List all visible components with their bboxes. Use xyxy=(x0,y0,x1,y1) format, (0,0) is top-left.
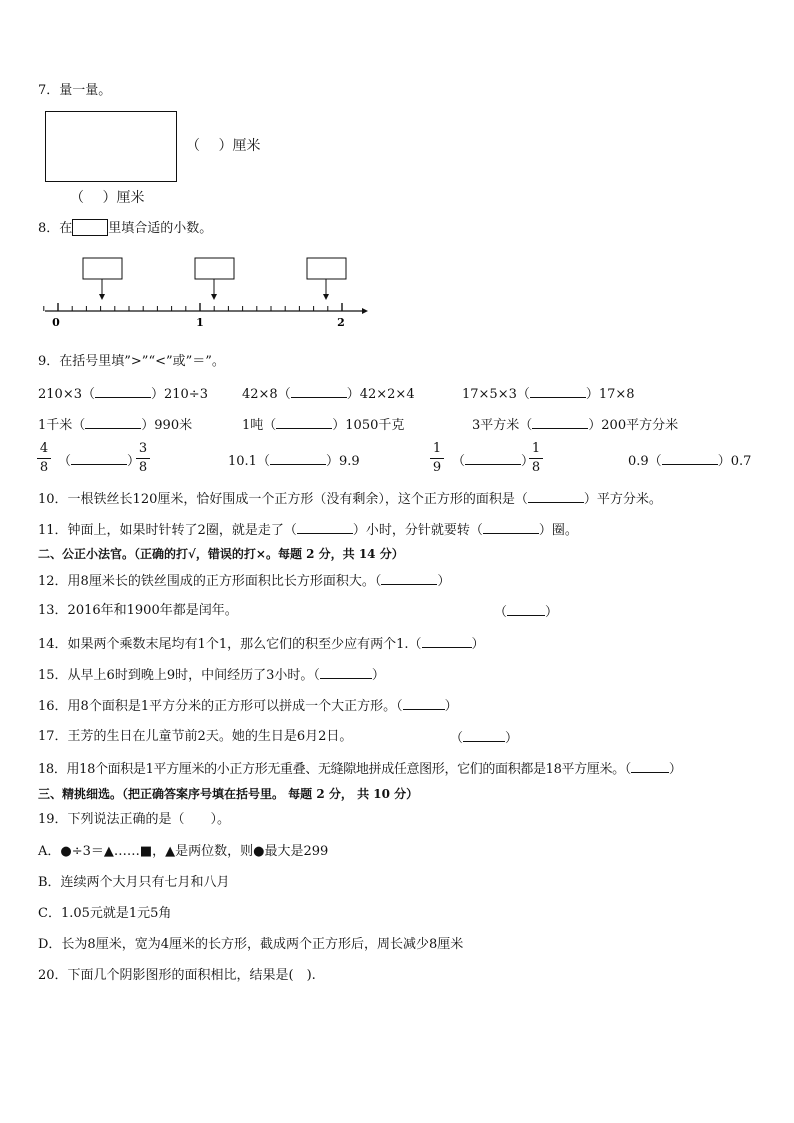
blank[interactable] xyxy=(463,729,505,742)
section3-title: 三、精挑细选。（把正确答案序号填在括号里。 每题 2 分， 共 10 分） xyxy=(38,787,419,801)
q9-r1c2 xyxy=(242,385,415,403)
blank[interactable] xyxy=(422,635,472,648)
q9-r2c1 xyxy=(38,416,192,434)
paren-close: ） xyxy=(444,699,458,714)
denominator: 8 xyxy=(39,460,49,475)
judge-14 xyxy=(38,635,485,653)
paren-close: ） xyxy=(668,762,682,777)
fraction-bar xyxy=(37,458,51,459)
numerator: 1 xyxy=(531,441,541,456)
q19-option-b[interactable]: B．连续两个大月只有七月和八月 xyxy=(38,875,230,890)
q19-option-c[interactable]: C．1.05元就是1元5角 xyxy=(38,906,172,921)
paren-close: ） xyxy=(471,637,485,652)
q9-r2c2-left: 1吨（ xyxy=(242,418,277,433)
q10-text: 10．一根铁丝长120厘米，恰好围成一个正方形（没有剩余），这个正方形的面积是（ xyxy=(38,492,528,507)
blank[interactable] xyxy=(297,521,353,534)
judge-17-answer xyxy=(450,729,518,747)
q11-mid: ）小时，分针就要转（ xyxy=(352,523,483,538)
numerator: 4 xyxy=(39,441,49,456)
q7-title: 7．量一量。 xyxy=(38,83,112,98)
q9-r2c3 xyxy=(472,416,678,434)
q9-r3c4-right: ）0.7 xyxy=(717,454,752,469)
q8-inline-box xyxy=(72,219,108,236)
answer-box-2[interactable] xyxy=(195,258,234,279)
q9-title: 9．在括号里填”>”“<”或”＝”。 xyxy=(38,354,225,369)
blank[interactable] xyxy=(631,760,669,773)
judge-18-text: 18．用18个面积是1平方厘米的小正方形无重叠、无缝隙地拼成任意图形，它们的面积都是18平方厘米。（ xyxy=(38,762,631,777)
blank[interactable] xyxy=(95,385,151,398)
fraction-1-9 xyxy=(430,441,444,476)
blank[interactable] xyxy=(662,452,718,465)
q9-r1c1-right: ）210÷3 xyxy=(150,387,208,402)
fraction-3-8 xyxy=(136,441,150,476)
q9-r3c2-right: ）9.9 xyxy=(325,454,360,469)
q19-option-d[interactable]: D．长为8厘米，宽为4厘米的长方形，截成两个正方形后，周长减少8厘米 xyxy=(38,937,464,952)
q9-r2c1-left: 1千米（ xyxy=(38,418,86,433)
numerator: 3 xyxy=(138,441,148,456)
judge-16-text: 16．用8个面积是1平方分米的正方形可以拼成一个大正方形。（ xyxy=(38,699,403,714)
q9-r1c1-left: 210×3（ xyxy=(38,387,95,402)
paren-close: ） xyxy=(127,454,141,469)
judge-14-text: 14．如果两个乘数末尾均有1个1，那么它们的积至少应有两个1.（ xyxy=(38,637,422,652)
judge-15 xyxy=(38,666,385,684)
q11 xyxy=(38,521,578,539)
judge-17-text: 17．王芳的生日在儿童节前2天。她的生日是6月2日。 xyxy=(38,729,353,744)
q9-r1c1 xyxy=(38,385,208,403)
blank[interactable] xyxy=(276,416,332,429)
axis-label-1: 1 xyxy=(196,316,204,329)
paren-open: （ xyxy=(450,731,464,746)
judge-13-answer xyxy=(494,603,558,621)
blank[interactable] xyxy=(270,452,326,465)
q9-r1c3 xyxy=(462,385,635,403)
paren-close: ） xyxy=(545,605,559,620)
judge-18 xyxy=(38,760,682,778)
number-line xyxy=(0,250,794,330)
blank[interactable] xyxy=(465,452,521,465)
q9-r1c3-left: 17×5×3（ xyxy=(462,387,530,402)
q9-r3c3-blank xyxy=(452,452,534,470)
blank[interactable] xyxy=(532,416,588,429)
denominator: 9 xyxy=(432,460,442,475)
blank[interactable] xyxy=(381,572,437,585)
blank[interactable] xyxy=(507,603,545,616)
judge-17 xyxy=(38,729,352,745)
q9-r2c3-left: 3平方米（ xyxy=(472,418,533,433)
blank[interactable] xyxy=(528,490,584,503)
axis-label-2: 2 xyxy=(337,316,345,329)
denominator: 8 xyxy=(138,460,148,475)
blank[interactable] xyxy=(71,452,127,465)
judge-13 xyxy=(38,603,238,619)
q7-bottom-answer[interactable]: （ ）厘米 xyxy=(70,190,145,206)
fraction-4-8 xyxy=(37,441,51,476)
fraction-1-8 xyxy=(529,441,543,476)
pointer-arrowhead-1 xyxy=(99,294,105,300)
axis-arrow xyxy=(362,308,368,314)
q9-r2c3-right: ）200平方分米 xyxy=(588,418,679,433)
number-line-ticks xyxy=(44,303,342,311)
fraction-bar xyxy=(136,458,150,459)
fraction-bar xyxy=(529,458,543,459)
q9-r3c2 xyxy=(228,452,360,470)
axis-label-0: 0 xyxy=(52,316,60,329)
q8-title xyxy=(38,219,212,237)
pointer-arrowhead-2 xyxy=(211,294,217,300)
q19-title: 19．下列说法正确的是（ ）。 xyxy=(38,812,231,827)
section2-title: 二、公正小法官。（正确的打√，错误的打×。每题 2 分，共 14 分） xyxy=(38,547,404,561)
judge-15-text: 15．从早上6时到晚上9时，中间经历了3小时。（ xyxy=(38,668,320,683)
paren-close: ） xyxy=(371,668,385,683)
q19-option-a[interactable]: A．●÷3＝▲……■，▲是两位数，则●最大是299 xyxy=(38,844,329,859)
pointer-arrowhead-3 xyxy=(323,294,329,300)
paren-open: （ xyxy=(58,454,72,469)
blank[interactable] xyxy=(530,385,586,398)
judge-12 xyxy=(38,572,450,590)
denominator: 8 xyxy=(531,460,541,475)
q20-title: 20．下面几个阴影图形的面积相比，结果是( ). xyxy=(38,968,316,983)
blank[interactable] xyxy=(403,697,445,710)
fraction-bar xyxy=(430,458,444,459)
q9-r2c1-right: ）990米 xyxy=(141,418,193,433)
judge-13-text: 13．2016年和1900年都是闰年。 xyxy=(38,603,238,618)
q9-r1c2-left: 42×8（ xyxy=(242,387,291,402)
q11-text: 11．钟面上，如果时针转了2圈，就是走了（ xyxy=(38,523,297,538)
q9-r2c2-right: ）1050千克 xyxy=(332,418,405,433)
q9-r2c2 xyxy=(242,416,404,434)
q7-right-answer[interactable]: （ ）厘米 xyxy=(186,138,261,154)
q11-tail: ）圈。 xyxy=(538,523,578,538)
q9-r3c4-left: 0.9（ xyxy=(628,454,662,469)
q10-tail: ）平方分米。 xyxy=(583,492,662,507)
q9-r3c2-left: 10.1（ xyxy=(228,454,270,469)
q9-r3c1-blank xyxy=(58,452,140,470)
blank[interactable] xyxy=(291,385,347,398)
judge-16 xyxy=(38,697,458,715)
blank[interactable] xyxy=(85,416,141,429)
paren-open: （ xyxy=(494,605,508,620)
blank[interactable] xyxy=(320,666,372,679)
paren-open: （ xyxy=(452,454,466,469)
q8-title-after: 里填合适的小数。 xyxy=(108,221,213,236)
paren-close: ） xyxy=(437,574,451,589)
q9-r3c4 xyxy=(628,452,751,470)
q9-r1c2-right: ）42×2×4 xyxy=(346,387,415,402)
answer-box-1[interactable] xyxy=(83,258,122,279)
paren-close: ） xyxy=(521,454,535,469)
blank[interactable] xyxy=(483,521,539,534)
q10 xyxy=(38,490,662,508)
answer-box-3[interactable] xyxy=(307,258,346,279)
paren-close: ） xyxy=(505,731,519,746)
measure-rectangle xyxy=(45,111,177,182)
q8-title-before: 8．在 xyxy=(38,221,73,236)
numerator: 1 xyxy=(432,441,442,456)
judge-12-text: 12．用8厘米长的铁丝围成的正方形面积比长方形面积大。（ xyxy=(38,574,382,589)
q9-r1c3-right: ）17×8 xyxy=(585,387,635,402)
